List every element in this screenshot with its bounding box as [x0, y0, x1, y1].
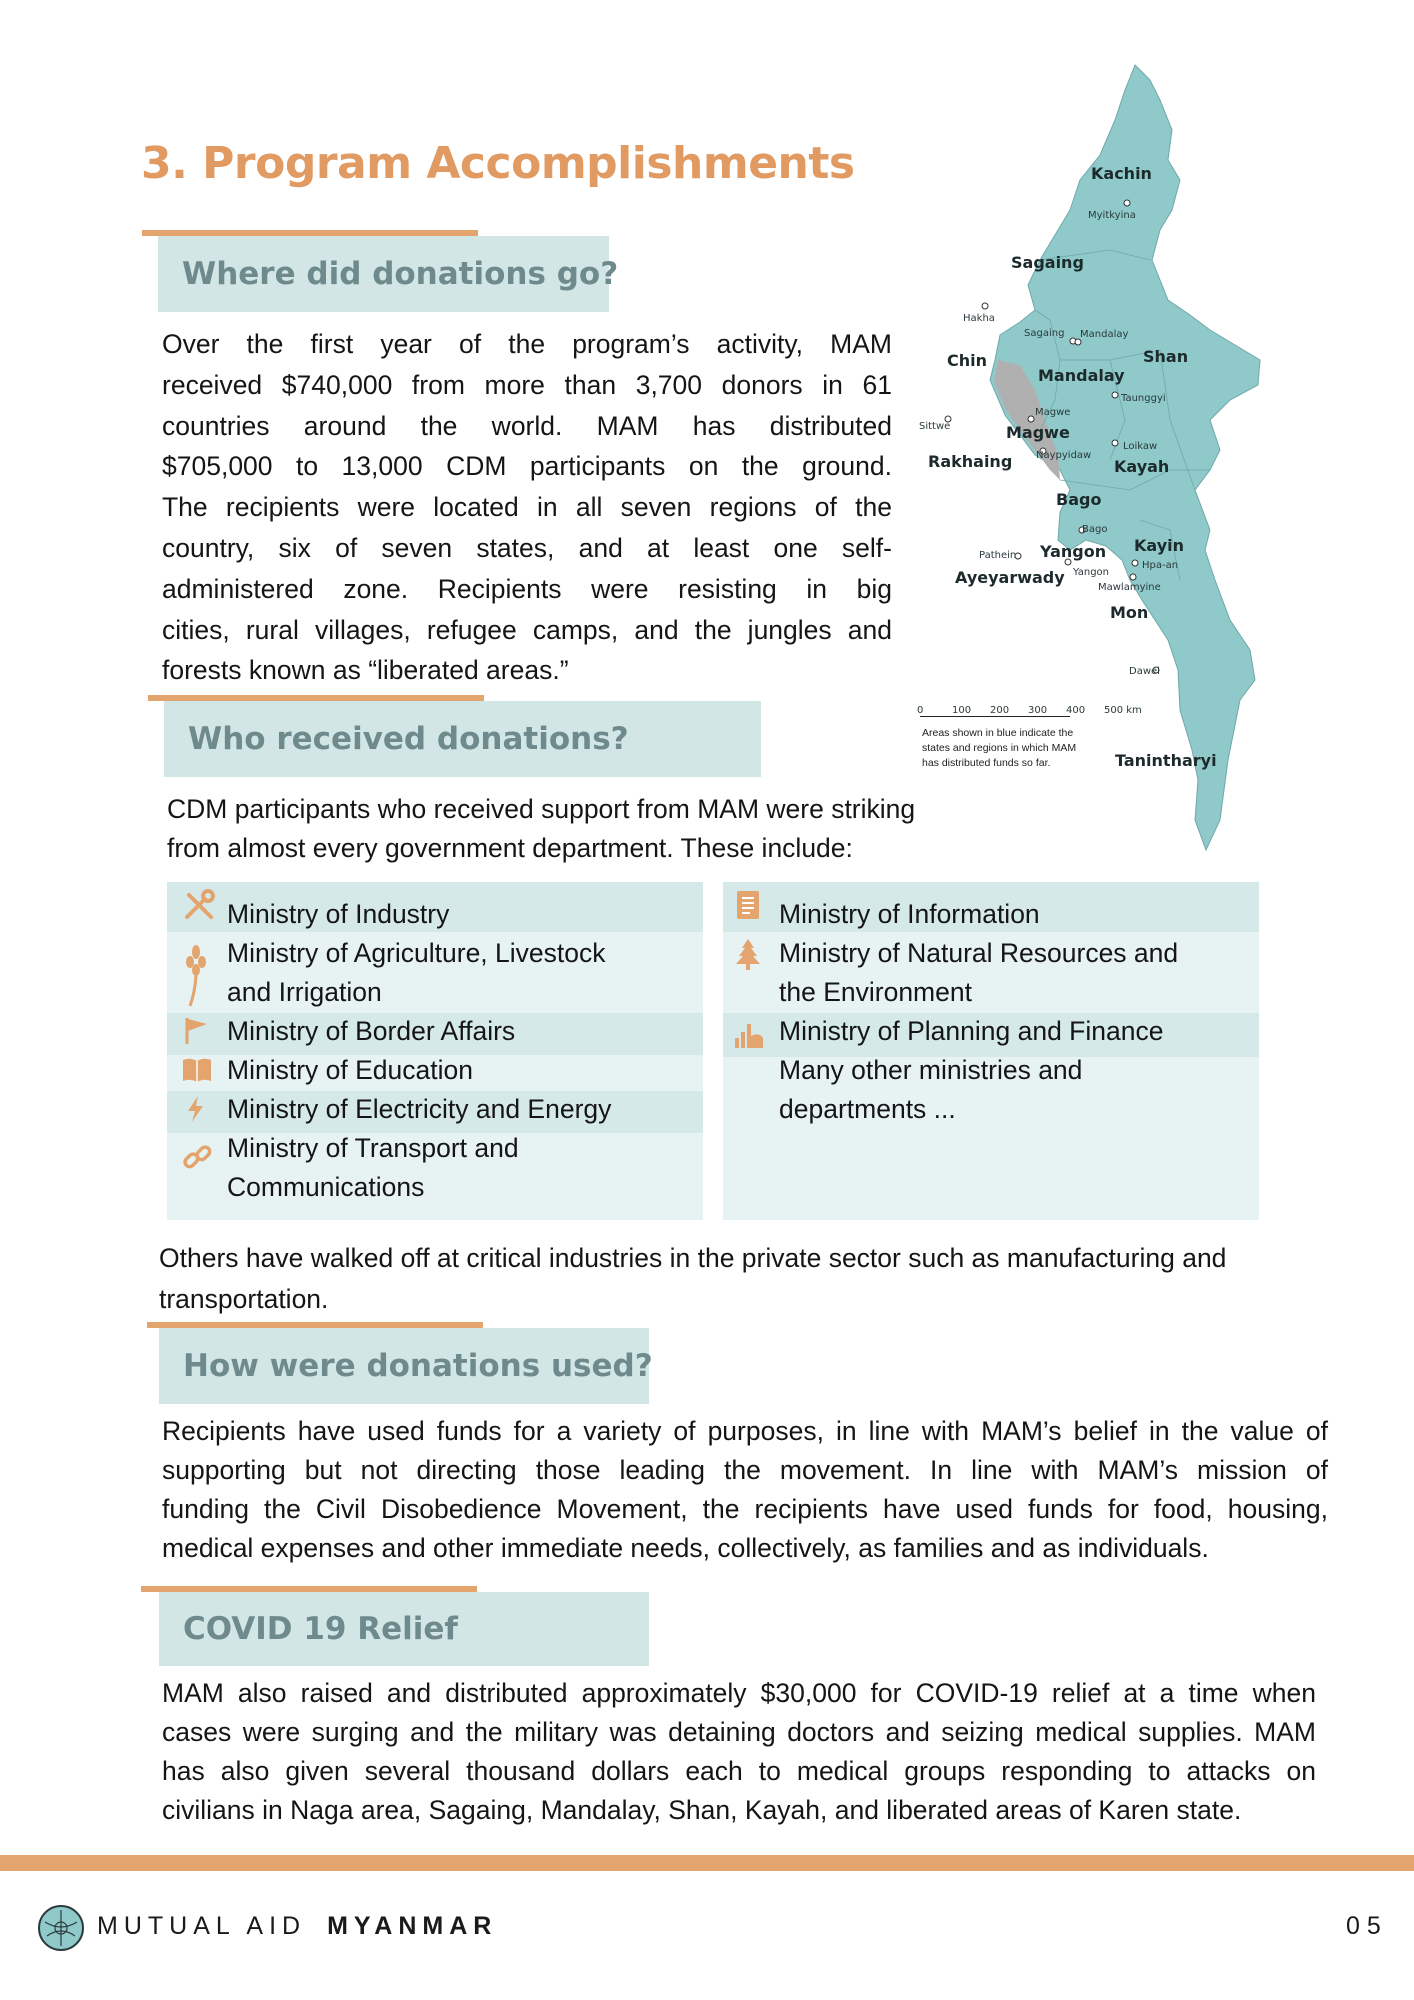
caption-line: Areas shown in blue indicate the — [922, 727, 1074, 739]
region-label: Kayin — [1134, 536, 1185, 555]
tools-icon — [181, 887, 211, 917]
text-line: Others have walked off at critical industries in the private sector such as manufacturing and — [159, 1243, 1227, 1273]
ministry-label: Ministry of Border Affairs — [227, 1016, 516, 1046]
covid-paragraph — [162, 1674, 1316, 1830]
ministry-label: Ministry of Agriculture, Livestock — [227, 938, 606, 968]
heading-text: How were donations used? — [183, 1348, 653, 1384]
text-line: administered zone. Recipients were resisting in big — [162, 573, 892, 604]
scale-tick: 500 km — [1104, 705, 1142, 716]
region-label: Yangon — [1040, 542, 1107, 561]
text-line: Over the first year of the program’s activity, MAM — [162, 329, 892, 359]
text-line: from almost every government department. These include: — [167, 833, 853, 863]
text-line: The recipients were located in all seven regions of the — [162, 492, 892, 523]
others-paragraph — [159, 1238, 1309, 1320]
brand-word-bold: MYANMAR — [327, 1912, 498, 1940]
page-number: 0 5 — [1346, 1912, 1381, 1940]
heading-accent-bar — [147, 1322, 483, 1328]
myanmar-map — [910, 60, 1270, 860]
ministry-item — [227, 1012, 515, 1051]
ministry-item — [779, 1051, 1082, 1129]
region-label: Mon — [1110, 603, 1149, 622]
ministry-item — [227, 1051, 473, 1090]
city-label: Pathein — [979, 550, 1017, 561]
text-line: forests known as “liberated areas.” — [162, 655, 569, 686]
scale-tick: 200 — [990, 705, 1010, 716]
ministry-label: Ministry of Information — [779, 899, 1040, 929]
lightning-icon — [181, 1094, 211, 1124]
heading-accent-bar — [142, 230, 478, 236]
text-line: cities, rural villages, refugee camps, and the jungles and — [162, 614, 892, 645]
wheat-icon — [181, 942, 211, 972]
ministry-label: Ministry of Education — [227, 1055, 473, 1085]
region-label: Ayeyarwady — [955, 568, 1065, 587]
book-icon — [181, 1055, 211, 1085]
ministry-label: Many other ministries and — [779, 1055, 1083, 1085]
text-line: MAM also raised and distributed approximately $30,000 for COVID-19 relief at a time when — [162, 1678, 1316, 1708]
city-label: Mawlamyine — [1098, 582, 1161, 593]
text-line: has also given several thousand dollars each to medical groups responding to attacks on — [162, 1756, 1316, 1786]
ministry-item — [227, 895, 449, 934]
text-line: cases were surging and the military was detaining doctors and seizing medical supplies. MAM — [162, 1717, 1316, 1747]
city-label: Hakha — [963, 313, 995, 324]
heading-text: COVID 19 Relief — [183, 1611, 458, 1647]
ministry-label: Ministry of Transport and — [227, 1133, 519, 1163]
caption-line: states and regions in which MAM — [922, 742, 1077, 754]
ministry-label: departments ... — [779, 1094, 956, 1124]
text-line: civilians in Naga area, Sagaing, Mandalay, Shan, Kayah, and liberated areas of Karen state. — [162, 1795, 1242, 1825]
region-label: Sagaing — [1011, 253, 1084, 272]
ministry-item — [227, 1090, 611, 1129]
page-title: 3. Program Accomplishments — [141, 138, 855, 189]
scale-tick: 0 — [917, 705, 924, 716]
chart-hand-icon — [733, 1018, 763, 1048]
region-label: Kachin — [1091, 164, 1152, 183]
footer-divider — [0, 1855, 1414, 1871]
document-icon — [733, 889, 763, 919]
section-heading-who — [164, 701, 761, 777]
region-label: Rakhaing — [928, 452, 1013, 471]
region-label: Shan — [1143, 347, 1189, 366]
region-label: Tanintharyi — [1115, 751, 1217, 770]
brand-logo — [37, 1904, 85, 1952]
ministry-item — [779, 1012, 1163, 1051]
ministry-label: Ministry of Industry — [227, 899, 450, 929]
flag-icon — [181, 1016, 211, 1046]
tree-icon — [733, 938, 763, 968]
ministry-item — [779, 934, 1178, 1012]
city-label: Myitkyina — [1088, 210, 1136, 221]
city-label: Hpa-an — [1142, 560, 1179, 571]
text-line: medical expenses and other immediate needs, collectively, as families and as individuals. — [162, 1533, 1209, 1563]
city-label: Loikaw — [1123, 441, 1158, 452]
scale-tick: 400 — [1066, 705, 1086, 716]
map-caption — [922, 726, 1076, 771]
scale-tick: 100 — [952, 705, 972, 716]
brand-name — [97, 1912, 497, 1941]
section-heading-where — [158, 236, 619, 312]
heading-accent-bar — [141, 1586, 477, 1592]
scale-tick: 300 — [1028, 705, 1048, 716]
text-line: $705,000 to 13,000 CDM participants on the ground. — [162, 451, 892, 482]
text-line: received $740,000 from more than 3,700 donors in 61 — [162, 369, 892, 400]
text-line: transportation. — [159, 1283, 329, 1314]
where-paragraph — [162, 324, 892, 691]
text-line: country, six of seven states, and at least one self- — [162, 532, 892, 563]
region-label: Mandalay — [1038, 366, 1125, 385]
region-label: Bago — [1056, 490, 1102, 509]
city-label: Sittwe — [919, 421, 951, 432]
ministry-label: the Environment — [779, 977, 972, 1007]
caption-line: has distributed funds so far. — [922, 757, 1051, 769]
ministry-label: and Irrigation — [227, 977, 382, 1007]
text-line: CDM participants who received support from MAM were striking — [167, 794, 916, 824]
city-label: Taunggyi — [1121, 393, 1166, 404]
brand-word: MUTUAL AID — [97, 1912, 307, 1940]
city-label: Bago — [1082, 524, 1108, 535]
ministry-label: Ministry of Planning and Finance — [779, 1016, 1164, 1046]
heading-text: Where did donations go? — [182, 256, 619, 292]
ministry-item — [227, 934, 606, 1012]
ministry-label: Ministry of Electricity and Energy — [227, 1094, 612, 1124]
ministry-label: Ministry of Natural Resources and — [779, 938, 1179, 968]
city-label: Mandalay — [1080, 329, 1129, 340]
city-label: Magwe — [1035, 407, 1071, 418]
text-line: Recipients have used funds for a variety of purposes, in line with MAM’s belief in the value of — [162, 1416, 1328, 1446]
section-heading-how — [159, 1328, 653, 1404]
link-icon — [181, 1141, 211, 1171]
ministry-item — [227, 1129, 519, 1207]
city-label: Dawei — [1129, 666, 1160, 677]
text-line: countries around the world. MAM has distributed — [162, 410, 892, 441]
who-intro — [167, 790, 1067, 868]
heading-accent-bar — [148, 695, 484, 701]
region-label: Kayah — [1114, 457, 1170, 476]
ministry-item — [779, 895, 1040, 934]
how-paragraph — [162, 1412, 1328, 1568]
city-label: Naypyidaw — [1036, 450, 1092, 461]
region-label: Magwe — [1006, 423, 1070, 442]
text-line: supporting but not directing those leading the movement. In line with MAM’s mission of — [162, 1455, 1328, 1485]
region-label: Chin — [947, 351, 988, 370]
city-label: Sagaing — [1024, 328, 1065, 339]
heading-text: Who received donations? — [188, 721, 629, 757]
ministry-label: Communications — [227, 1172, 425, 1202]
text-line: funding the Civil Disobedience Movement, the recipients have used funds for food, housing, — [162, 1494, 1328, 1524]
section-heading-covid — [159, 1592, 649, 1666]
city-label: Yangon — [1073, 567, 1110, 578]
